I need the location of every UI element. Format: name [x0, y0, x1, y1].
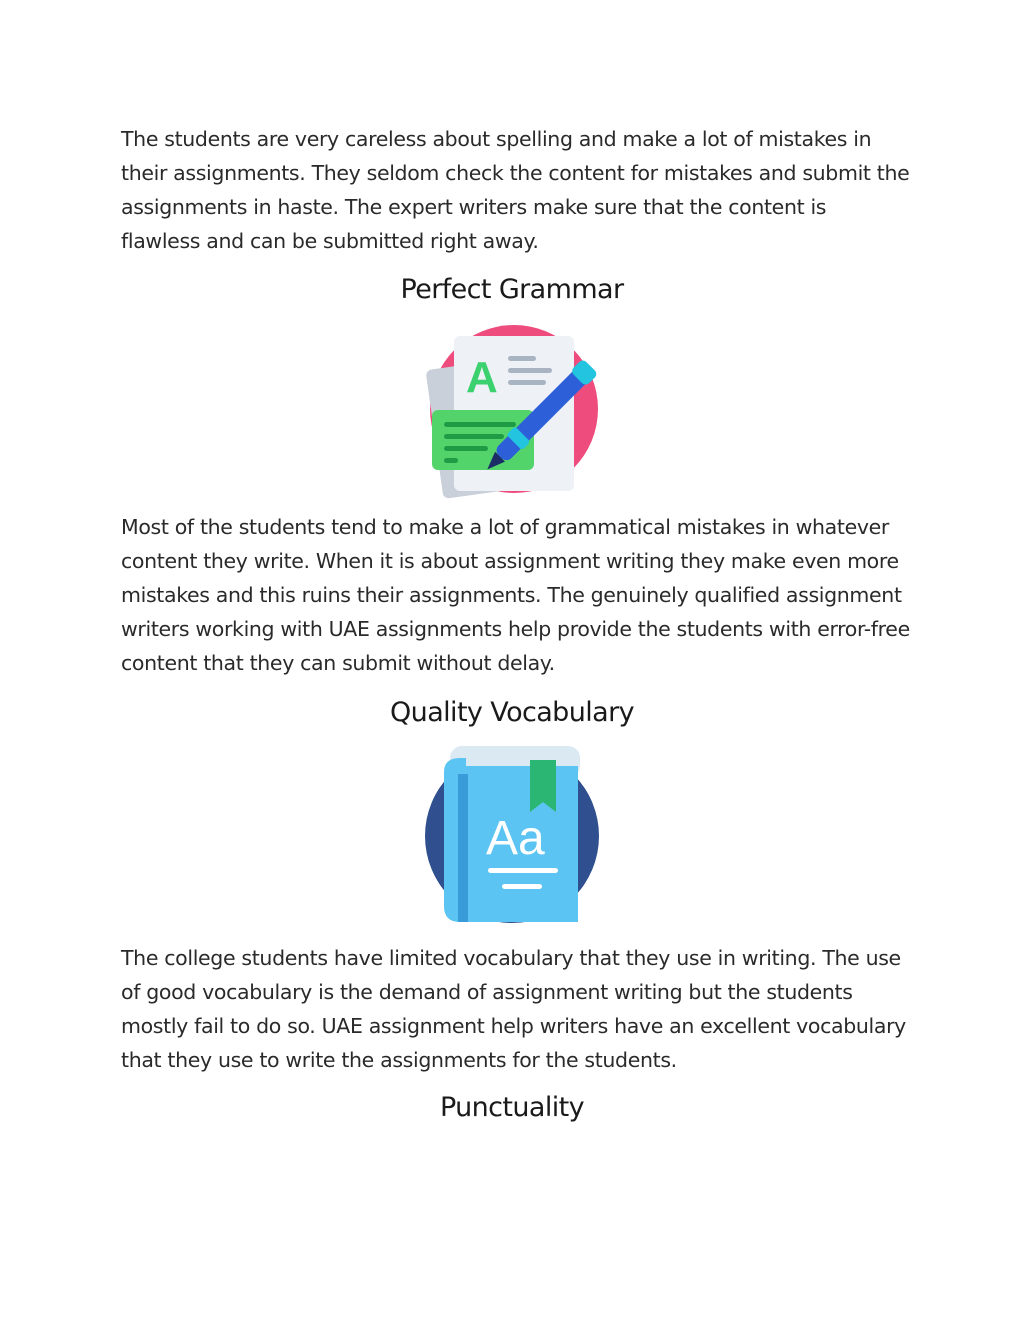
paragraph-grammar: Most of the students tend to make a lot of grammatical mistakes in whatever content they write. When it is about assignment writing they make even more mistakes and this ruins their assignments. The genuinely qualified assignment writers working with UAE assignments help provide the students with error-free content that they can submit without delay.	[121, 515, 910, 675]
letter-a-glyph: A	[466, 353, 498, 402]
letters-aa-glyph: Aa	[486, 812, 545, 865]
heading-punctuality: Punctuality	[439, 1092, 585, 1123]
heading-perfect-grammar: Perfect Grammar	[400, 274, 624, 305]
book-icon	[422, 744, 602, 924]
paragraph-spelling: The students are very careless about spelling and make a lot of mistakes in their assignments. They seldom check the content for mistakes and submit the assignments in haste. The expert writers make sure that the content is flawless and can be submitted right away.	[121, 127, 910, 253]
document-pen-icon	[424, 322, 604, 502]
heading-quality-vocabulary: Quality Vocabulary	[390, 697, 634, 728]
paragraph-vocabulary: The college students have limited vocabulary that they use in writing. The use of good vocabulary is the demand of assignment writing but the students mostly fail to do so. UAE assignment help writers have an excellent vocabulary that they use to write the assignments for the students.	[121, 946, 906, 1072]
